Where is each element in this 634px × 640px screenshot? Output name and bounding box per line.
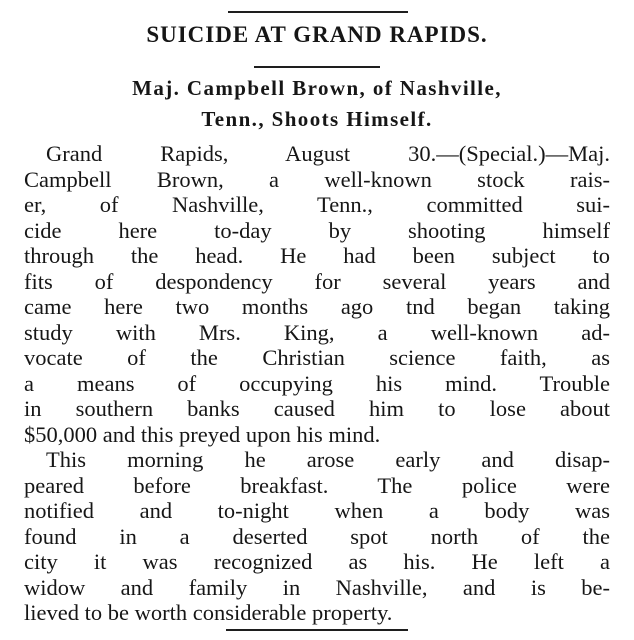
paragraph-2-line: notified and to-night when a body was: [24, 498, 610, 523]
paragraph-1-line: Grand Rapids, August 30.—(Special.)—Maj.: [46, 141, 610, 166]
paragraph-1-line: study with Mrs. King, a well-known ad-: [24, 319, 610, 345]
paragraph-1-line: came here two months ago tnd began taking: [24, 294, 610, 319]
paragraph-1-line: Campbell Brown, a well-known stock rais-: [24, 166, 610, 192]
subheadline-line-1: Maj. Campbell Brown, of Nashville,: [132, 76, 502, 100]
paragraph-1-line: er, of Nashville, Tenn., committed sui-: [24, 192, 610, 217]
headline-divider: [254, 66, 380, 68]
paragraph-1-line: fits of despondency for several years and: [24, 268, 610, 294]
bottom-rule: [226, 629, 408, 631]
paragraph-2-line: peared before breakfast. The police were: [24, 472, 610, 498]
headline: SUICIDE AT GRAND RAPIDS.: [146, 22, 488, 47]
paragraph-2-line: This morning he arose early and disap-: [46, 447, 610, 472]
subheadline-line-2: Tenn., Shoots Himself.: [201, 107, 433, 131]
paragraph-1-line: vocate of the Christian science faith, as: [24, 345, 610, 370]
paragraph-2-line: found in a deserted spot north of the: [24, 523, 610, 549]
paragraph-1-line: $50,000 and this preyed upon his mind.: [24, 421, 381, 447]
top-rule: [228, 11, 408, 13]
paragraph-2-line: widow and family in Nashville, and is be-: [24, 574, 610, 600]
paragraph-1-line: through the head. He had been subject to: [24, 243, 610, 268]
paragraph-1-line: a means of occupying his mind. Trouble: [24, 370, 610, 396]
paragraph-1-line: in southern banks caused him to lose about: [24, 396, 610, 421]
paragraph-1-line: cide here to-day by shooting himself: [24, 217, 610, 243]
paragraph-2-line: lieved to be worth considerable property.: [24, 600, 393, 625]
paragraph-2-line: city it was recognized as his. He left a: [24, 549, 610, 574]
